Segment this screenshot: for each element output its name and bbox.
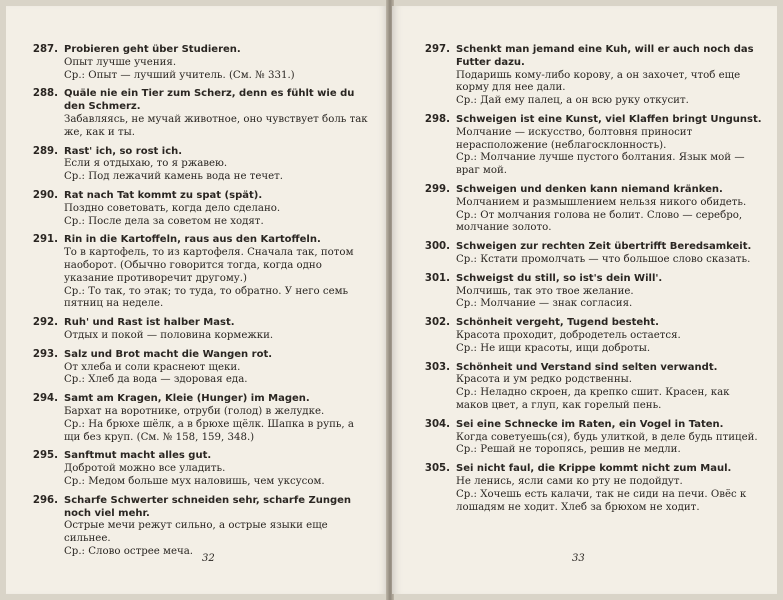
russian-equivalent: Ср.: Молчание лучше пустого болтания. Язык мой — враг мой. <box>456 152 745 177</box>
german-proverb: Schenkt man jemand eine Kuh, will er auch noch das Futter dazu. <box>456 44 754 68</box>
entry-body <box>456 317 763 355</box>
proverb-entry <box>406 184 763 235</box>
entry-body <box>456 241 763 267</box>
russian-equivalent: Ср.: После дела за советом не ходят. <box>64 215 264 227</box>
entry-number: 293. <box>32 348 58 360</box>
russian-translation: Бархат на воротнике, отруби (голод) в желудке. <box>64 405 325 417</box>
entry-body <box>456 419 763 457</box>
left-page-number: 32 <box>202 553 215 564</box>
german-proverb: Schweigen ist eine Kunst, viel Klaffen bringt Ungunst. <box>456 113 762 125</box>
german-proverb: Ruh' und Rast ist halber Mast. <box>64 317 235 329</box>
russian-translation: Опыт лучше учения. <box>64 56 177 68</box>
russian-translation: Забавляясь, не мучай животное, оно чувствует боль так же, как и ты. <box>64 113 368 138</box>
german-proverb: Schweigen zur rechten Zeit übertrifft Beredsamkeit. <box>456 241 752 253</box>
proverb-entry <box>406 317 763 355</box>
russian-equivalent: Ср.: Решай не торопясь, решив не медли. <box>456 444 681 456</box>
entry-number: 291. <box>32 234 58 246</box>
entry-body <box>64 495 372 559</box>
proverb-entry <box>406 362 763 413</box>
entry-body <box>456 463 763 514</box>
russian-equivalent: Ср.: Неладно скроен, да крепко сшит. Красен, как маков цвет, а глуп, как горелый пень. <box>456 387 730 411</box>
german-proverb: Sei eine Schnecke im Raten, ein Vogel in Taten. <box>456 418 724 430</box>
russian-equivalent: Ср.: Хлеб да вода — здоровая еда. <box>64 374 248 386</box>
german-proverb: Sei nicht faul, die Krippe kommt nicht zum Maul. <box>456 463 732 475</box>
entry-number: 289. <box>32 145 58 157</box>
proverb-entry <box>406 463 763 514</box>
entry-body <box>456 184 763 235</box>
german-proverb: Probieren geht über Studieren. <box>64 44 241 55</box>
entry-number: 287. <box>32 44 58 55</box>
german-proverb: Scharfe Schwerter schneiden sehr, scharfe Zungen noch viel mehr. <box>64 494 352 519</box>
entry-body <box>64 44 372 82</box>
entry-number: 301. <box>424 272 450 284</box>
entry-body <box>64 88 372 139</box>
entry-number: 299. <box>424 183 450 195</box>
german-proverb: Salz und Brot macht die Wangen rot. <box>64 348 273 360</box>
german-proverb: Schweigst du still, so ist's dein Will'. <box>456 272 663 284</box>
proverb-entry <box>14 146 372 184</box>
entry-number: 302. <box>424 317 450 329</box>
entry-number: 304. <box>424 418 450 430</box>
proverb-entry <box>406 114 763 178</box>
entry-number: 290. <box>32 189 58 201</box>
entry-body <box>64 317 372 343</box>
entry-number: 296. <box>32 494 58 506</box>
german-proverb: Schweigen und denken kann niemand kränken. <box>456 183 723 195</box>
russian-equivalent: Ср.: Молчание — знак согласия. <box>456 298 633 310</box>
proverb-entry <box>14 44 372 82</box>
right-page-number: 33 <box>572 553 585 564</box>
entry-number: 295. <box>32 450 58 462</box>
entry-body <box>64 234 372 311</box>
german-proverb: Sanftmut macht alles gut. <box>64 450 212 462</box>
russian-translation: Молчание — искусство, болтовня приносит нерасположение (неблагосклонность). <box>456 126 693 151</box>
russian-equivalent: Ср.: На брюхе шёлк, а в брюхе щёлк. Шапка в рупь, а щи без круп. (См. № 158, 159, 348.) <box>64 418 354 443</box>
german-proverb: Schönheit vergeht, Tugend besteht. <box>456 317 659 329</box>
russian-translation: Когда советуешь(ся), будь улиткой, в деле будь птицей. <box>456 431 758 443</box>
right-entries <box>392 44 777 520</box>
entry-number: 292. <box>32 317 58 329</box>
russian-translation: Молчанием и размышлением нельзя никого обидеть. <box>456 196 747 208</box>
proverb-entry <box>406 241 763 267</box>
entry-number: 288. <box>32 88 58 100</box>
russian-translation: Поздно советовать, когда дело сделано. <box>64 202 281 214</box>
entry-number: 305. <box>424 463 450 475</box>
left-entries <box>6 44 388 565</box>
russian-equivalent: Ср.: Медом больше мух наловишь, чем уксусом. <box>64 475 325 487</box>
russian-translation: Красота проходит, добродетель остается. <box>456 329 681 341</box>
entry-body <box>64 393 372 444</box>
russian-translation: Отдых и покой — половина кормежки. <box>64 329 274 341</box>
russian-equivalent: Ср.: Хочешь есть калачи, так не сиди на печи. Овёс к лошадям не ходит. Хлеб за брюхом не ходит. <box>456 488 747 513</box>
proverb-entry <box>14 190 372 228</box>
proverb-entry <box>14 349 372 387</box>
russian-translation: От хлеба и соли краснеют щеки. <box>64 361 241 373</box>
entry-number: 303. <box>424 361 450 373</box>
entry-body <box>456 273 763 311</box>
entry-number: 300. <box>424 241 450 253</box>
russian-translation: Молчишь, так это твое желание. <box>456 285 634 297</box>
german-proverb: Quäle nie ein Tier zum Scherz, denn es fühlt wie du den Schmerz. <box>64 88 355 113</box>
german-proverb: Rat nach Tat kommt zu spat (spät). <box>64 189 263 201</box>
german-proverb: Rast' ich, so rost ich. <box>64 145 183 157</box>
proverb-entry <box>406 44 763 108</box>
entry-body <box>456 114 763 178</box>
russian-equivalent: Ср.: Дай ему палец, а он всю руку откусит. <box>456 95 689 107</box>
proverb-entry <box>14 234 372 311</box>
russian-translation: Если я отдыхаю, то я ржавею. <box>64 158 228 170</box>
german-proverb: Schönheit und Verstand sind selten verwandt. <box>456 361 718 373</box>
russian-translation: Острые мечи режут сильно, а острые языки еще сильнее. <box>64 520 328 545</box>
left-page <box>6 6 388 594</box>
proverb-entry <box>14 393 372 444</box>
russian-equivalent: Ср.: Опыт — лучший учитель. (См. № 331.) <box>64 69 295 81</box>
russian-equivalent: Ср.: От молчания голова не болит. Слово — серебро, молчание золото. <box>456 209 743 234</box>
entry-body <box>456 362 763 413</box>
proverb-entry <box>14 88 372 139</box>
german-proverb: Rin in die Kartoffeln, raus aus den Kartoffeln. <box>64 234 321 246</box>
russian-equivalent: Ср.: Не ищи красоты, ищи доброты. <box>456 342 651 354</box>
entry-body <box>64 190 372 228</box>
entry-number: 294. <box>32 393 58 405</box>
proverb-entry <box>14 317 372 343</box>
russian-translation: Красота и ум редко родственны. <box>456 374 632 386</box>
entry-body <box>456 44 763 108</box>
entry-number: 298. <box>424 113 450 125</box>
russian-equivalent: Ср.: Слово острее меча. <box>64 545 194 557</box>
entry-body <box>64 146 372 184</box>
russian-equivalent: Ср.: То так, то этак; то туда, то обратно. У него семь пятниц на неделе. <box>64 285 349 310</box>
russian-translation: Не ленись, ясли сами ко рту не подойдут. <box>456 475 683 487</box>
russian-equivalent: Ср.: Кстати промолчать — что большое слово сказать. <box>456 253 751 265</box>
entry-number: 297. <box>424 44 450 55</box>
russian-translation: То в картофель, то из картофеля. Сначала так, потом наоборот. (Обычно говорится тогда, когда одно указание противоречит другому.) <box>64 247 354 284</box>
entry-body <box>64 349 372 387</box>
entry-body <box>64 450 372 488</box>
russian-translation: Добротой можно все уладить. <box>64 463 226 475</box>
german-proverb: Samt am Kragen, Kleie (Hunger) im Magen. <box>64 393 310 405</box>
proverb-entry <box>406 273 763 311</box>
proverb-entry <box>14 495 372 559</box>
proverb-entry <box>14 450 372 488</box>
proverb-entry <box>406 419 763 457</box>
right-page <box>392 6 777 594</box>
russian-translation: Подаришь кому-либо корову, а он захочет, чтоб еще корму для нее дали. <box>456 69 741 94</box>
russian-equivalent: Ср.: Под лежачий камень вода не течет. <box>64 171 284 183</box>
